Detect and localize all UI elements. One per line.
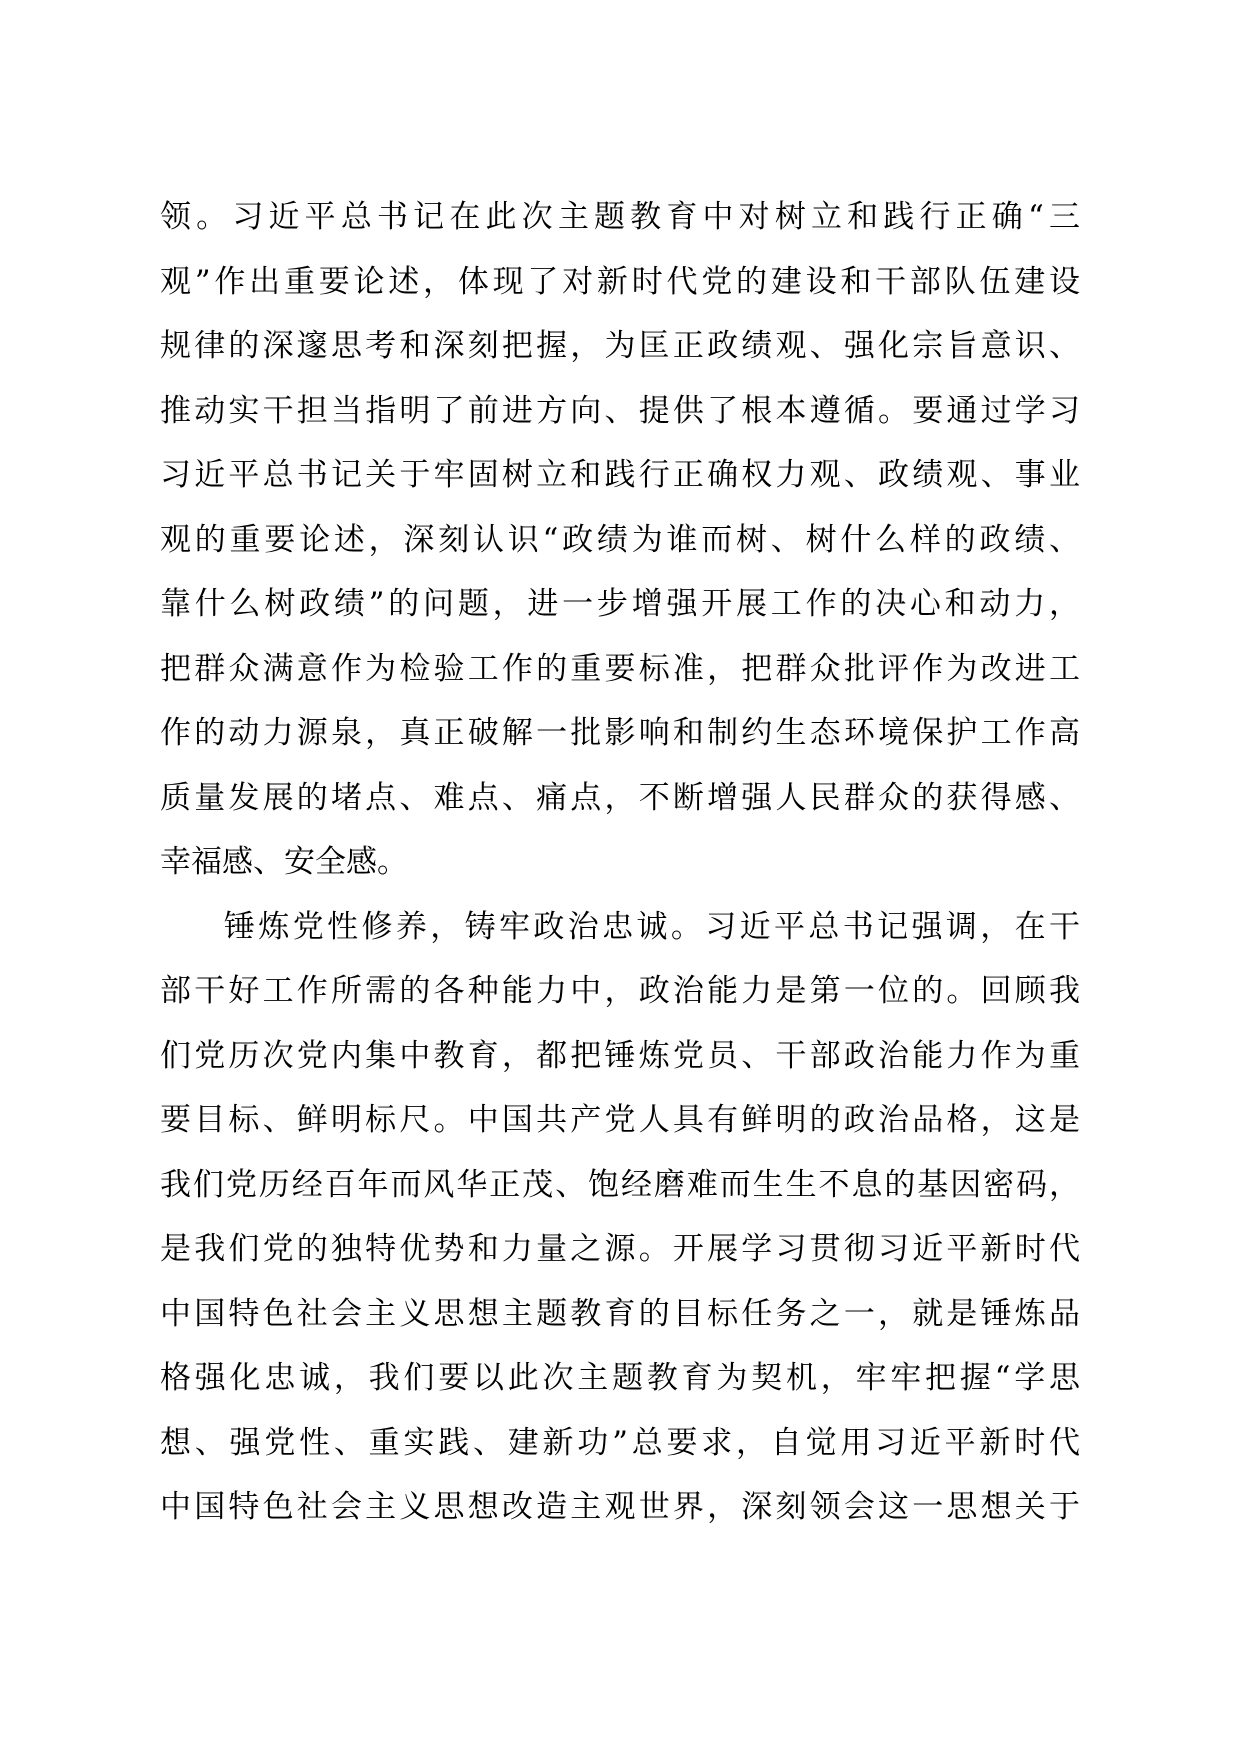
text-line: 要目标、鲜明标尺。中国共产党人具有鲜明的政治品格，这是 (160, 1102, 1080, 1138)
paragraph-1 (160, 185, 1080, 895)
text-line: 部干好工作所需的各种能力中，政治能力是第一位的。回顾我 (160, 973, 1080, 1009)
text-line: 想、强党性、重实践、建新功”总要求，自觉用习近平新时代 (160, 1424, 1080, 1461)
document-body (160, 185, 1080, 1540)
text-line: 观的重要论述，深刻认识“政绩为谁而树、树什么样的政绩、 (160, 521, 1080, 558)
text-line: 把群众满意作为检验工作的重要标准，把群众批评作为改进工 (160, 650, 1080, 687)
text-line: 靠什么树政绩”的问题，进一步增强开展工作的决心和动力， (160, 586, 1080, 622)
text-line: 格强化忠诚，我们要以此次主题教育为契机，牢牢把握“学思 (160, 1360, 1080, 1396)
text-line: 观”作出重要论述，体现了对新时代党的建设和干部队伍建设 (160, 263, 1080, 300)
text-line: 习近平总书记关于牢固树立和践行正确权力观、政绩观、事业 (160, 457, 1080, 493)
text-line: 领。习近平总书记在此次主题教育中对树立和践行正确“三 (160, 199, 1080, 235)
text-line: 质量发展的堵点、难点、痛点，不断增强人民群众的获得感、 (160, 779, 1080, 816)
text-line: 作的动力源泉，真正破解一批影响和制约生态环境保护工作高 (160, 715, 1080, 751)
paragraph-2 (160, 895, 1080, 1540)
text-line: 们党历次党内集中教育，都把锤炼党员、干部政治能力作为重 (160, 1037, 1080, 1074)
text-line: 锤炼党性修养，铸牢政治忠诚。习近平总书记强调，在干 (224, 908, 1080, 945)
text-line: 中国特色社会主义思想主题教育的目标任务之一，就是锤炼品 (160, 1295, 1080, 1332)
text-line: 我们党历经百年而风华正茂、饱经磨难而生生不息的基因密码， (160, 1166, 1080, 1203)
text-line: 规律的深邃思考和深刻把握，为匡正政绩观、强化宗旨意识、 (160, 328, 1080, 364)
text-line: 中国特色社会主义思想改造主观世界，深刻领会这一思想关于 (160, 1489, 1080, 1525)
text-line: 幸福感、安全感。 (160, 844, 408, 880)
text-line: 是我们党的独特优势和力量之源。开展学习贯彻习近平新时代 (160, 1231, 1080, 1267)
text-line: 推动实干担当指明了前进方向、提供了根本遵循。要通过学习 (160, 392, 1080, 429)
